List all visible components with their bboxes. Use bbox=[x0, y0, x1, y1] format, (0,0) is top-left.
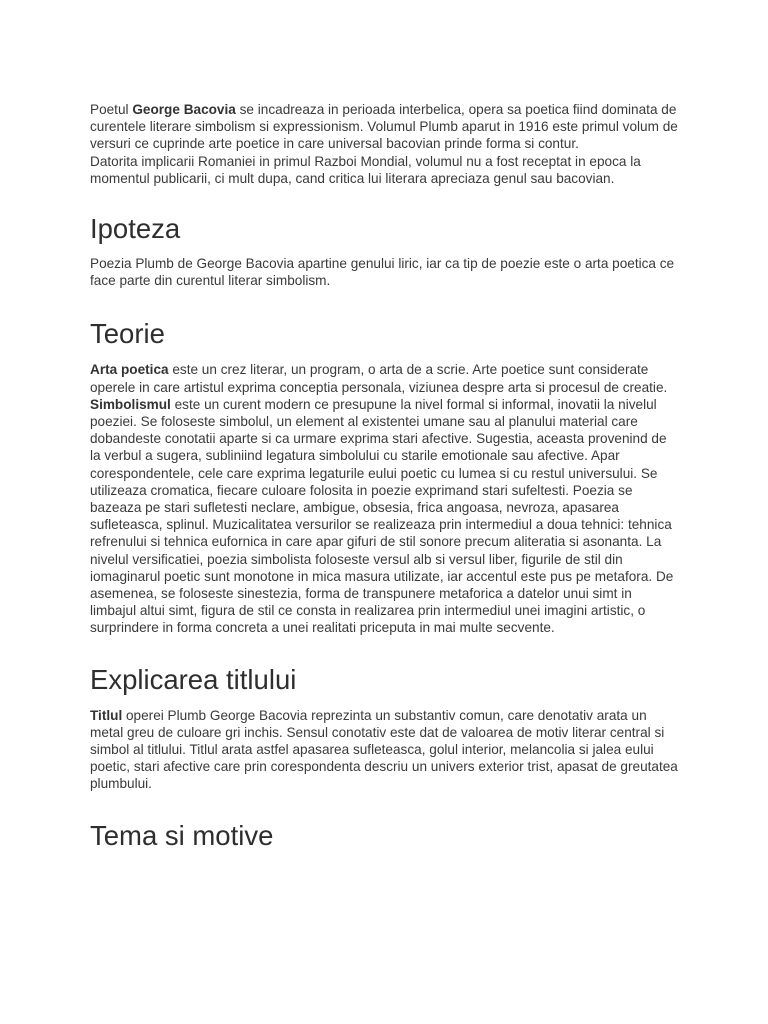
arta-poetica-paragraph bbox=[90, 361, 680, 395]
intro-section bbox=[90, 101, 680, 187]
intro-text-lead: Poetul bbox=[90, 102, 133, 117]
heading-teorie: Teorie bbox=[90, 318, 165, 350]
titlul-explanation: operei Plumb George Bacovia reprezinta un substantiv comun, care denotativ arata un metal greu de culoare gri inchis. Sensul conotativ este dat de valoarea de motiv literar central si simbol al titlului. Titlul arata astfel apasarea sufleteasca, golul interior, melancolia si jalea eului poetic, stari afective care prin corespondenta descriu un univers exterior trist, apasat de greutatea plumbului. bbox=[90, 707, 678, 792]
heading-explicarea-titlului: Explicarea titlului bbox=[90, 663, 297, 695]
intro-paragraph-1 bbox=[90, 101, 680, 153]
intro-text-rest: se incadreaza in perioada interbelica, opera sa poetica fiind dominata de curentele literare simbolism si expressionism. Volumul Plumb aparut in 1916 este primul volum de versuri ce cuprinde arte poetice in care universal bacovian prinde forma si contur. bbox=[90, 102, 678, 152]
intro-paragraph-2: Datorita implicarii Romaniei in primul Razboi Mondial, volumul nu a fost receptat in epoca la momentul publicarii, ci mult dupa, cand critica lui literara apreciaza genul sau bacovian. bbox=[90, 153, 641, 186]
simbolismul-definition: este un curent modern ce presupune la nivel formal si informal, inovatii la nivelul poeziei. Se foloseste simbolul, un element al existentei umane sau al planului material care dobandeste conotatii aparte si ca urmare exprima stari afective. Sugestia, aceasta provenind de la verbul a sugera, subliniind legatura simbolului cu starile emotionale sau afective. Apar corespondentele, cele care exprima legaturile eului poetic cu lumea si cu restul universului. Se utilizeaza cromatica, fiecare culoare folosita in poezie exprimand stari sufeltesti. Poezia se bazeaza pe stari sufletesti neclare, ambigue, obsesia, frica angoasa, nevroza, apasarea sufleteasca, splinul. Muzicalitatea versurilor se realizeaza prin intermediul a doua tehnici: tehnica refrenului si tehnica eufornica in care apar gifuri de stil sonore precum aliteratia si asonanta. La nivelul versificatiei, poezia simbolista foloseste versul alb si versul liber, figurile de stil din iomaginarul poetic sunt monotone in mica masura utilizate, iar accentul este pus pe metafora. De asemenea, se foloseste sinestezia, forma de transpunere metaforica a datelor unui simt in limbajul altui simt, figura de stil ce consta in realizarea prin intermediul unei imagini artistic, o surprindere in forma concreta a unei realitati priceputa in mai multe secvente. bbox=[90, 396, 674, 636]
heading-ipoteza: Ipoteza bbox=[90, 213, 181, 245]
heading-tema-si-motive: Tema si motive bbox=[90, 819, 274, 851]
arta-poetica-definition: este un crez literar, un program, o arta de a scrie. Arte poetice sunt considerate operele in care artistul exprima conceptia personala, viziunea despre arta si procesul de creatie. bbox=[90, 362, 668, 395]
titlul-term: Titlul bbox=[90, 707, 123, 723]
teorie-section bbox=[90, 361, 680, 636]
ipoteza-paragraph: Poezia Plumb de George Bacovia apartine genului liric, iar ca tip de poezie este o arta poetica ce face parte din curentul literar simbolism. bbox=[90, 256, 675, 289]
simbolismul-paragraph bbox=[90, 396, 680, 637]
simbolismul-term: Simbolismul bbox=[90, 396, 171, 412]
arta-poetica-term: Arta poetica bbox=[90, 362, 169, 378]
document-page bbox=[90, 101, 680, 852]
explicarea-paragraph bbox=[90, 707, 680, 793]
author-name: George Bacovia bbox=[132, 102, 236, 117]
